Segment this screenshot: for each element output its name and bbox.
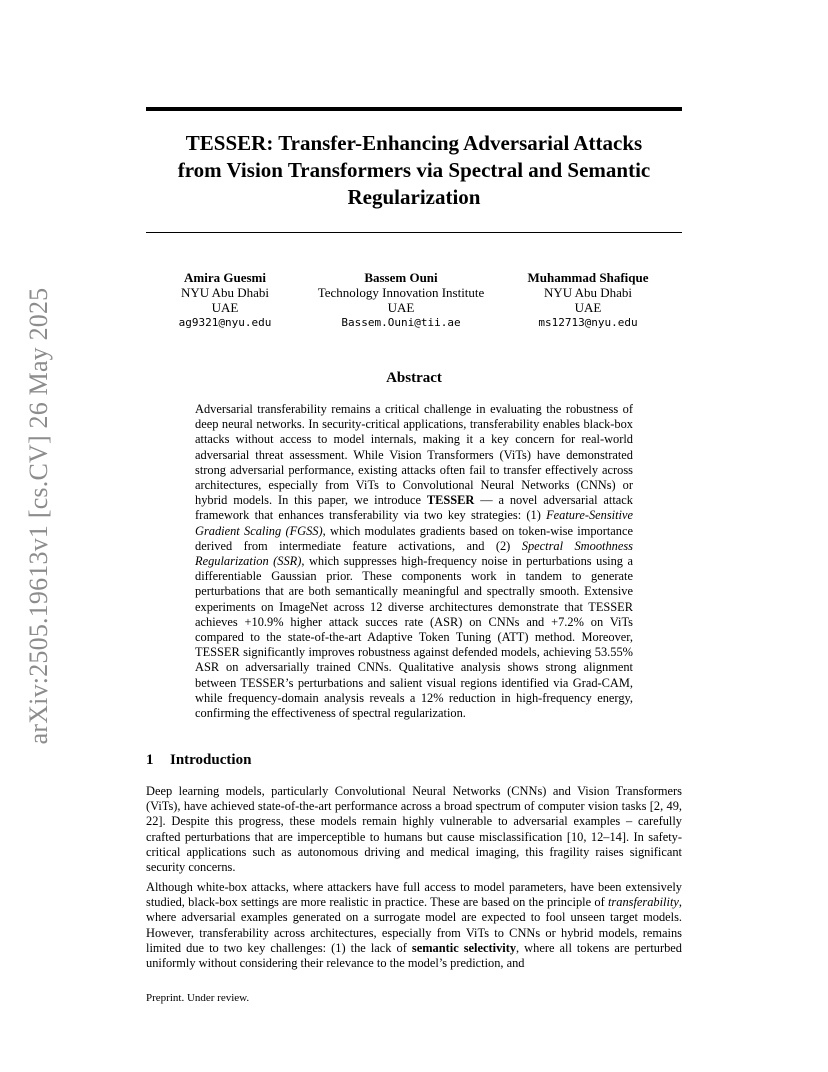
title-top-rule bbox=[146, 107, 682, 111]
author-email[interactable]: ag9321@nyu.edu bbox=[178, 316, 272, 329]
author-2 bbox=[306, 270, 496, 331]
author-3 bbox=[517, 270, 659, 331]
preprint-footnote: Preprint. Under review. bbox=[146, 992, 250, 1004]
abstract-text-run: — a novel adversarial attack framework that enhances transferability via two key strategies: (1) bbox=[195, 493, 633, 523]
author-affiliation: NYU Abu Dhabi bbox=[543, 285, 633, 300]
section-heading-introduction bbox=[146, 751, 251, 769]
arxiv-side-stamp: arXiv:2505.19613v1 [cs.CV] 26 May 2025 bbox=[24, 287, 53, 745]
title-line: TESSER: Transfer-Enhancing Adversarial Attacks bbox=[185, 131, 643, 155]
abstract-italic-term: Spectral Smoothness Regularization (SSR) bbox=[195, 538, 633, 569]
abstract-text-run: Adversarial transferability remains a critical challenge in evaluating the robustness of deep neural networks. In security-critical applications, transferability enables black-box attacks without access to model internals, making it a key concern for real-world adversarial threat assessment. While Vision Transformers (ViTs) have demonstrated strong adversarial performance, existing attacks often fail to transfer effectively across architectures, especially from ViTs to Convolutional Neural Networks (CNNs) or hybrid models. In this paper, we introduce bbox=[195, 402, 633, 508]
author-name: Bassem Ouni bbox=[364, 270, 438, 285]
title-line: from Vision Transformers via Spectral and Semantic bbox=[177, 158, 651, 182]
author-affiliation: NYU Abu Dhabi bbox=[180, 285, 270, 300]
author-country: UAE bbox=[211, 300, 239, 315]
intro-paragraph-1: Deep learning models, particularly Convolutional Neural Networks (CNNs) and Vision Transformers (ViTs), have achieved state-of-the-art performance across a broad spectrum of computer vision tasks [2, 49, 22]. Despite this progress, these models remain highly vulnerable to adversarial examples – carefully crafted perturbations that are imperceptible to humans but cause misclassification [10, 12–14]. In safety-critical applications such as autonomous driving and medical imaging, this fragility raises significant security concerns. bbox=[146, 784, 682, 875]
abstract-heading: Abstract bbox=[386, 370, 442, 386]
abstract-bold-term: TESSER bbox=[426, 493, 475, 508]
intro-italic-term: transferability bbox=[607, 895, 679, 910]
abstract-text bbox=[195, 402, 633, 721]
section-title: Introduction bbox=[170, 752, 252, 768]
abstract-text-run: , which modulates gradients based on token-wise importance derived from intermediate feature activations, and (2) bbox=[195, 523, 633, 553]
author-country: UAE bbox=[574, 300, 602, 315]
abstract-text-run: , which suppresses high-frequency noise in perturbations using a differentiable Gaussian prior. These components work in tandem to generate perturbations that are both semantically meaningful and spectrally smooth. Extensive experiments on ImageNet across 12 diverse architectures demonstrate that TESSER achieves +10.9% higher attack succes rate (ASR) on CNNs and +7.2% on ViTs compared to the state-of-the-art Adaptive Token Tuning (ATT) method. Moreover, TESSER significantly improves robustness against defended models, achieving 53.55% ASR on adversarially trained CNNs. Qualitative analysis shows strong alignment between TESSER’s perturbations and salient visual regions identified via Grad-CAM, while frequency-domain analysis reveals a 12% reduction in high-frequency energy, confirming the effectiveness of spectral regularization. bbox=[195, 554, 633, 721]
abstract-italic-term: Feature-Sensitive Gradient Scaling (FGSS) bbox=[195, 508, 633, 538]
intro-text-run: Although white-box attacks, where attackers have full access to model parameters, have been extensively studied, black-box settings are more realistic in practice. These are based on the principle of bbox=[146, 880, 682, 910]
author-affiliation: Technology Innovation Institute bbox=[317, 285, 485, 300]
author-name: Amira Guesmi bbox=[184, 270, 266, 285]
section-number: 1 bbox=[146, 752, 154, 768]
intro-text-run: , where adversarial examples generated on a surrogate model are expected to fool unseen target models. However, transferability across architectures, especially from ViTs to CNNs or hybrid models, remains limited due to two key challenges: (1) the lack of bbox=[146, 895, 682, 955]
title-bottom-rule bbox=[146, 232, 682, 233]
author-1 bbox=[161, 270, 289, 331]
paper-title bbox=[146, 130, 682, 211]
author-email[interactable]: Bassem.Ouni@tii.ae bbox=[341, 316, 461, 329]
title-line: Regularization bbox=[347, 185, 481, 209]
intro-text-run: , where all tokens are perturbed uniformly without considering their relevance to the model’s prediction, and bbox=[146, 940, 682, 971]
intro-bold-term: semantic selectivity bbox=[411, 940, 517, 955]
author-email[interactable]: ms12713@nyu.edu bbox=[538, 316, 638, 329]
intro-paragraph-2 bbox=[146, 880, 682, 971]
author-country: UAE bbox=[387, 300, 415, 315]
author-name: Muhammad Shafique bbox=[527, 270, 649, 285]
